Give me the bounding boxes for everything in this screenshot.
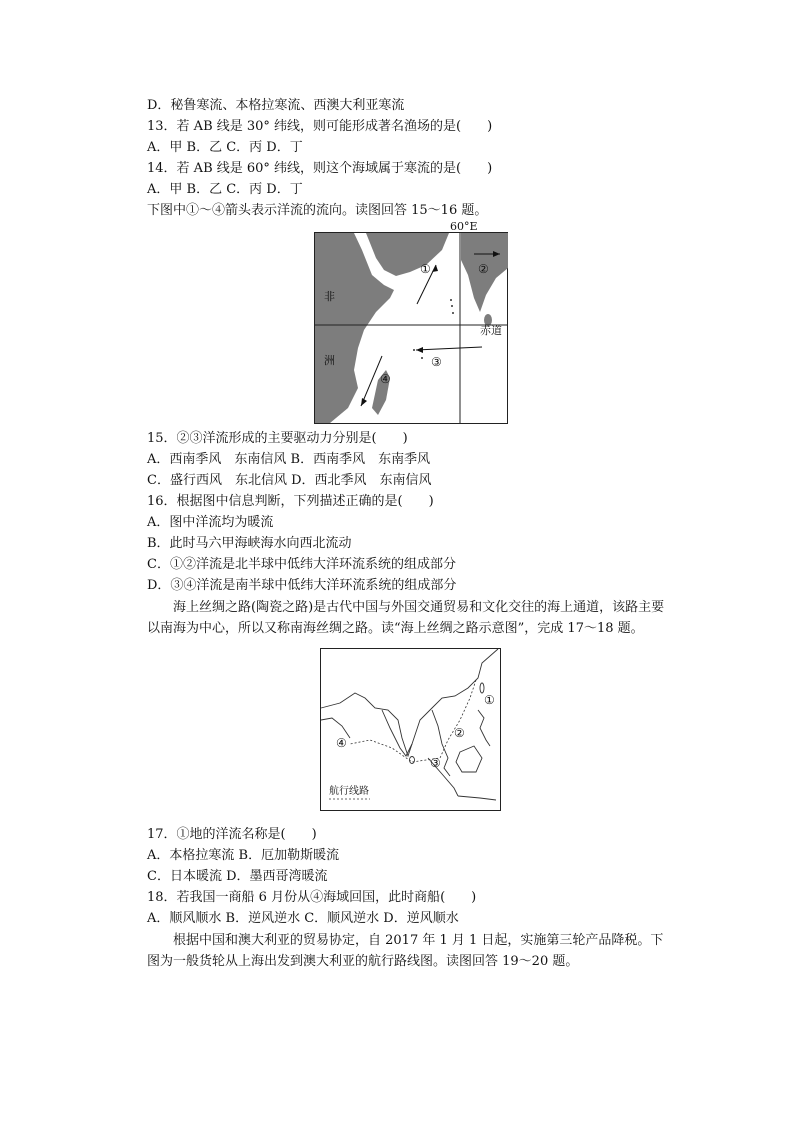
map2-point-4: ④ xyxy=(336,736,347,750)
options-q15-ab: A．西南季风 东南信风 B．西南季风 东南季风 xyxy=(147,452,431,467)
options-q15-cd: C．盛行西风 东北信风 D．西北季风 东南信风 xyxy=(147,473,432,488)
current-2-label: ② xyxy=(478,262,489,276)
intro-15-16: 下图中①～④箭头表示洋流的流向。读图回答 15～16 题。 xyxy=(147,203,488,218)
question-14: 14．若 AB 线是 60° 纬线，则这个海域属于寒流的是( ) xyxy=(147,161,493,176)
question-17: 17．①地的洋流名称是( ) xyxy=(147,827,317,842)
map2-point-2: ② xyxy=(454,726,465,740)
africa-label-2: 洲 xyxy=(324,354,335,367)
options-q17-ab: A．本格拉寒流 B．厄加勒斯暖流 xyxy=(147,848,340,863)
option-c-q16: C．①②洋流是北半球中低纬大洋环流系统的组成部分 xyxy=(147,557,456,572)
option-a-q16: A．图中洋流均为暖流 xyxy=(147,515,274,530)
ocean-current-map xyxy=(314,220,508,424)
question-16: 16．根据图中信息判断，下列描述正确的是( ) xyxy=(147,494,434,509)
equator-label: 赤道 xyxy=(480,324,502,337)
option-d-q16: D．③④洋流是南半球中低纬大洋环流系统的组成部分 xyxy=(147,578,457,593)
silk-road-intro: 海上丝绸之路(陶瓷之路)是古代中国与外国交通贸易和文化交往的海上通道，该路主要以南海为中心，所以又称南海丝绸之路。读“海上丝绸之路示意图”，完成 17～18 题。 xyxy=(147,600,665,636)
map2-point-3: ③ xyxy=(430,756,441,770)
question-13: 13．若 AB 线是 30° 纬线，则可能形成著名渔场的是( ) xyxy=(147,119,493,134)
ocean-current-map-svg xyxy=(314,220,508,424)
option-d-q12: D．秘鲁寒流、本格拉寒流、西澳大利亚寒流 xyxy=(147,98,405,113)
map2-point-1: ① xyxy=(484,693,495,707)
map2-legend-label: 航行线路 xyxy=(329,786,369,797)
option-b-q16: B．此时马六甲海峡海水向西北流动 xyxy=(147,536,352,551)
current-1-label: ① xyxy=(420,262,431,276)
current-3-label: ③ xyxy=(431,355,442,369)
question-15: 15．②③洋流形成的主要驱动力分别是( ) xyxy=(147,431,408,446)
options-q13: A．甲 B．乙 C．丙 D．丁 xyxy=(147,140,303,155)
options-q17-cd: C．日本暖流 D．墨西哥湾暖流 xyxy=(147,869,328,884)
options-q14: A．甲 B．乙 C．丙 D．丁 xyxy=(147,182,303,197)
meridian-label: 60°E xyxy=(450,220,478,233)
current-4-label: ④ xyxy=(380,372,391,386)
options-q18: A．顺风顺水 B．逆风逆水 C．顺风逆水 D．逆风顺水 xyxy=(147,911,459,926)
africa-label-1: 非 xyxy=(324,290,335,303)
question-18: 18．若我国一商船 6 月份从④海域回国，此时商船( ) xyxy=(147,890,477,905)
silk-road-map xyxy=(320,648,501,811)
trade-intro: 根据中国和澳大利亚的贸易协定，自 2017 年 1 月 1 日起，实施第三轮产品降税。下图为一般货轮从上海出发到澳大利亚的航行路线图。读图回答 19～20 题。 xyxy=(147,933,664,969)
